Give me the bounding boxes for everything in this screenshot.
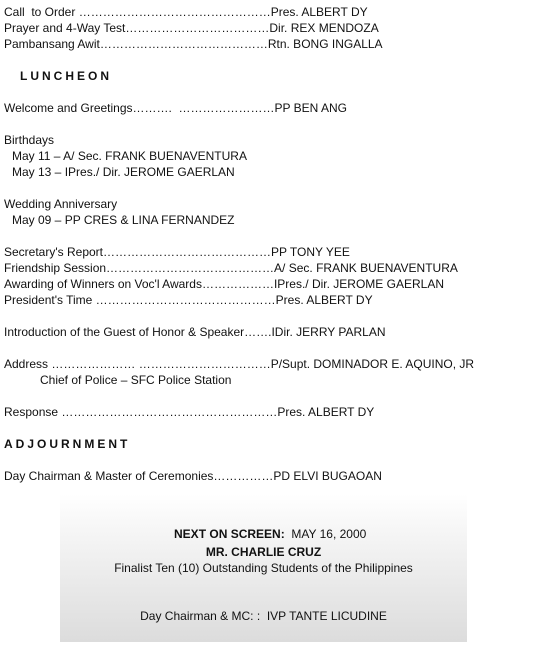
agenda-prayer: Prayer and 4-Way Test………………………………Dir. REX MENDOZA	[4, 21, 379, 35]
next-on-screen-label: NEXT ON SCREEN:	[174, 527, 289, 541]
agenda-response: Response ………………………………………………Pres. ALBERT DY	[4, 405, 375, 419]
agenda-national-anthem: Pambansang Awit……………………………………Rtn. BONG INGALLA	[4, 37, 383, 51]
agenda-address-sub: Chief of Police – SFC Police Station	[40, 373, 232, 387]
agenda-day-chairman: Day Chairman & Master of Ceremonies……………PD ELVI BUGAOAN	[4, 469, 382, 483]
section-adjournment: ADJOURNMENT	[4, 437, 131, 451]
agenda-friendship-session: Friendship Session……………………………………A/ Sec. FRANK BUENAVENTURA	[4, 261, 458, 275]
anniversary-title: Wedding Anniversary	[4, 197, 118, 211]
agenda-welcome: Welcome and Greetings………. ……………………PP BEN ANG	[4, 101, 347, 115]
anniversary-item: May 09 – PP CRES & LINA FERNANDEZ	[12, 213, 235, 227]
agenda-introduction: Introduction of the Guest of Honor & Speaker…….IDir. JERRY PARLAN	[4, 325, 386, 339]
agenda-call-to-order: Call to Order …………………………………………Pres. ALBERT DY	[4, 5, 368, 19]
agenda-secretary-report: Secretary's Report……………………………………PP TONY YEE	[4, 245, 350, 259]
next-day-chairman: Day Chairman & MC: : IVP TANTE LICUDINE	[140, 609, 387, 623]
birthdays-title: Birthdays	[4, 133, 55, 147]
agenda-address: Address ………………… ……………………………P/Supt. DOMINADOR E. AQUINO, JR	[4, 357, 475, 371]
next-on-screen-box	[60, 494, 467, 642]
agenda-awarding: Awarding of Winners on Voc'l Awards………………IPres./ Dir. JEROME GAERLAN	[4, 277, 444, 291]
next-on-screen-date: MAY 16, 2000	[288, 527, 367, 541]
guest-description: Finalist Ten (10) Outstanding Students of the Philippines	[114, 561, 413, 575]
birthday-item: May 11 – A/ Sec. FRANK BUENAVENTURA	[12, 149, 247, 163]
agenda-presidents-time: President's Time ………………………………………Pres. ALBERT DY	[4, 293, 373, 307]
section-luncheon: LUNCHEON	[20, 69, 112, 83]
guest-name: MR. CHARLIE CRUZ	[205, 545, 322, 559]
birthday-item: May 13 – IPres./ Dir. JEROME GAERLAN	[12, 165, 235, 179]
